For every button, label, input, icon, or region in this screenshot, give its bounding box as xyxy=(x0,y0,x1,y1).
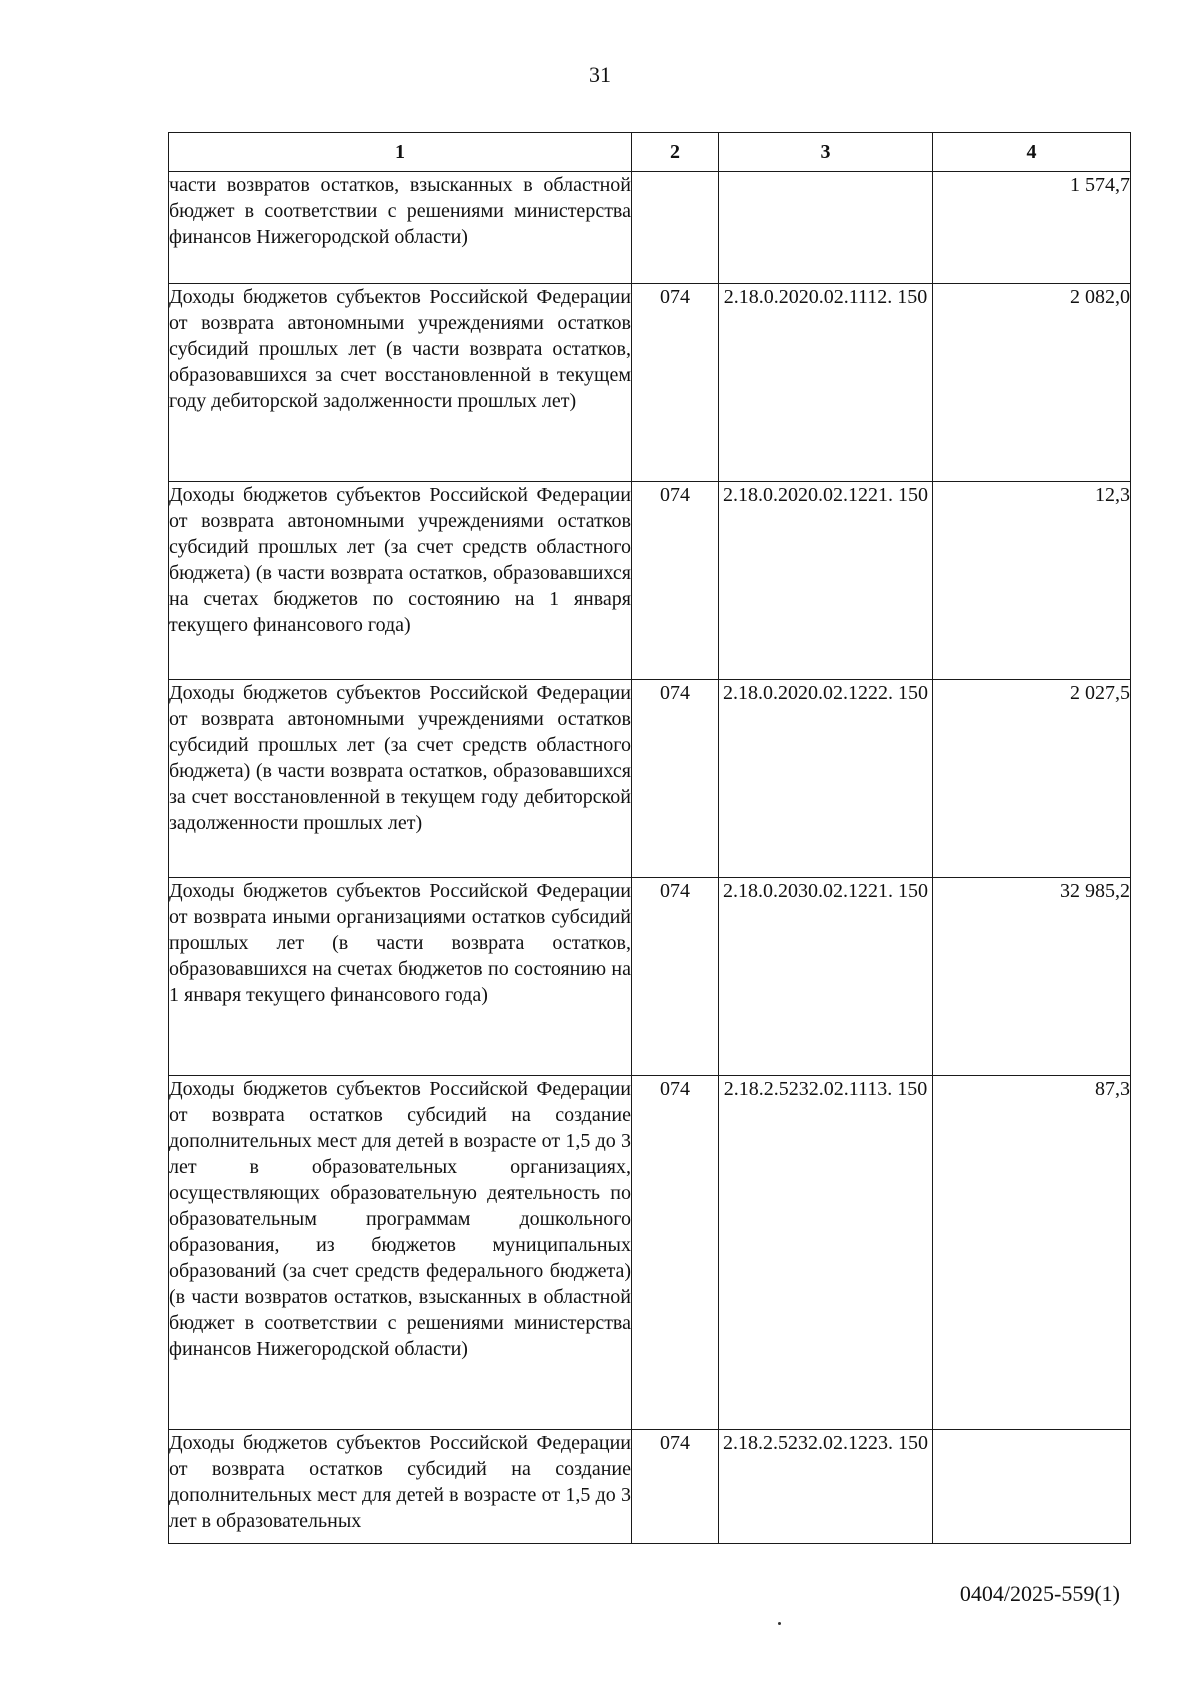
row-description: Доходы бюджетов субъектов Российской Федерации от возврата автономными учреждениями остатков субсидий прошлых лет (за счет средств областного бюджета) (в части возврата остатков, образовавшихся на счетах бюджетов по состоянию на 1 января текущего финансового года) xyxy=(169,482,632,680)
budget-revenue-table xyxy=(168,132,1131,1544)
table-row xyxy=(169,284,1131,482)
table-header-row xyxy=(169,133,1131,172)
row-amount: 32 985,2 xyxy=(933,878,1131,1076)
column-header-4: 4 xyxy=(933,133,1131,172)
column-header-2: 2 xyxy=(632,133,719,172)
row-amount: 2 082,0 xyxy=(933,284,1131,482)
row-admin-code: 074 xyxy=(632,482,719,680)
row-amount: 1 574,7 xyxy=(933,172,1131,284)
column-header-3: 3 xyxy=(719,133,933,172)
row-description: Доходы бюджетов субъектов Российской Федерации от возврата автономными учреждениями остатков субсидий прошлых лет (в части возврата остатков, образовавшихся за счет восстановленной в текущем году дебиторской задолженности прошлых лет) xyxy=(169,284,632,482)
table-row xyxy=(169,878,1131,1076)
table-row xyxy=(169,172,1131,284)
row-description: Доходы бюджетов субъектов Российской Федерации от возврата остатков субсидий на создание дополнительных мест для детей в возрасте от 1,5 до 3 лет в образовательных xyxy=(169,1430,632,1544)
row-amount: 12,3 xyxy=(933,482,1131,680)
row-kbk-code xyxy=(719,172,933,284)
row-admin-code xyxy=(632,172,719,284)
row-admin-code: 074 xyxy=(632,680,719,878)
document-registration-code: 0404/2025-559(1) xyxy=(959,1581,1120,1606)
row-kbk-code: 2.18.2.5232.02.1113. 150 xyxy=(719,1076,933,1430)
row-kbk-code: 2.18.0.2020.02.1222. 150 xyxy=(719,680,933,878)
page-number: 31 xyxy=(589,62,611,87)
row-amount: 87,3 xyxy=(933,1076,1131,1430)
row-admin-code: 074 xyxy=(632,1076,719,1430)
row-kbk-code: 2.18.0.2020.02.1112. 150 xyxy=(719,284,933,482)
row-kbk-code: 2.18.0.2020.02.1221. 150 xyxy=(719,482,933,680)
column-header-1: 1 xyxy=(169,133,632,172)
row-description: Доходы бюджетов субъектов Российской Федерации от возврата иными организациями остатков субсидий прошлых лет (в части возврата остатков, образовавшихся на счетах бюджетов по состоянию на 1 января текущего финансового года) xyxy=(169,878,632,1076)
row-kbk-code: 2.18.0.2030.02.1221. 150 xyxy=(719,878,933,1076)
table-row xyxy=(169,482,1131,680)
row-admin-code: 074 xyxy=(632,1430,719,1544)
table-row xyxy=(169,1430,1131,1544)
table-row xyxy=(169,680,1131,878)
row-description: Доходы бюджетов субъектов Российской Федерации от возврата остатков субсидий на создание дополнительных мест для детей в возрасте от 1,5 до 3 лет в образовательных организациях, осуществляющих образовательную деятельность по образовательным программам дошкольного образования, из бюджетов муниципальных образований (за счет средств федерального бюджета) (в части возвратов остатков, взысканных в областной бюджет в соответствии с решениями министерства финансов Нижегородской области) xyxy=(169,1076,632,1430)
row-amount xyxy=(933,1430,1131,1544)
row-admin-code: 074 xyxy=(632,878,719,1076)
row-kbk-code: 2.18.2.5232.02.1223. 150 xyxy=(719,1430,933,1544)
row-admin-code: 074 xyxy=(632,284,719,482)
row-amount: 2 027,5 xyxy=(933,680,1131,878)
scan-speck xyxy=(778,1622,781,1625)
row-description: Доходы бюджетов субъектов Российской Федерации от возврата автономными учреждениями остатков субсидий прошлых лет (за счет средств областного бюджета) (в части возврата остатков, образовавшихся за счет восстановленной в текущем году дебиторской задолженности прошлых лет) xyxy=(169,680,632,878)
table-row xyxy=(169,1076,1131,1430)
row-description: части возвратов остатков, взысканных в областной бюджет в соответствии с решениями министерства финансов Нижегородской области) xyxy=(169,172,632,284)
